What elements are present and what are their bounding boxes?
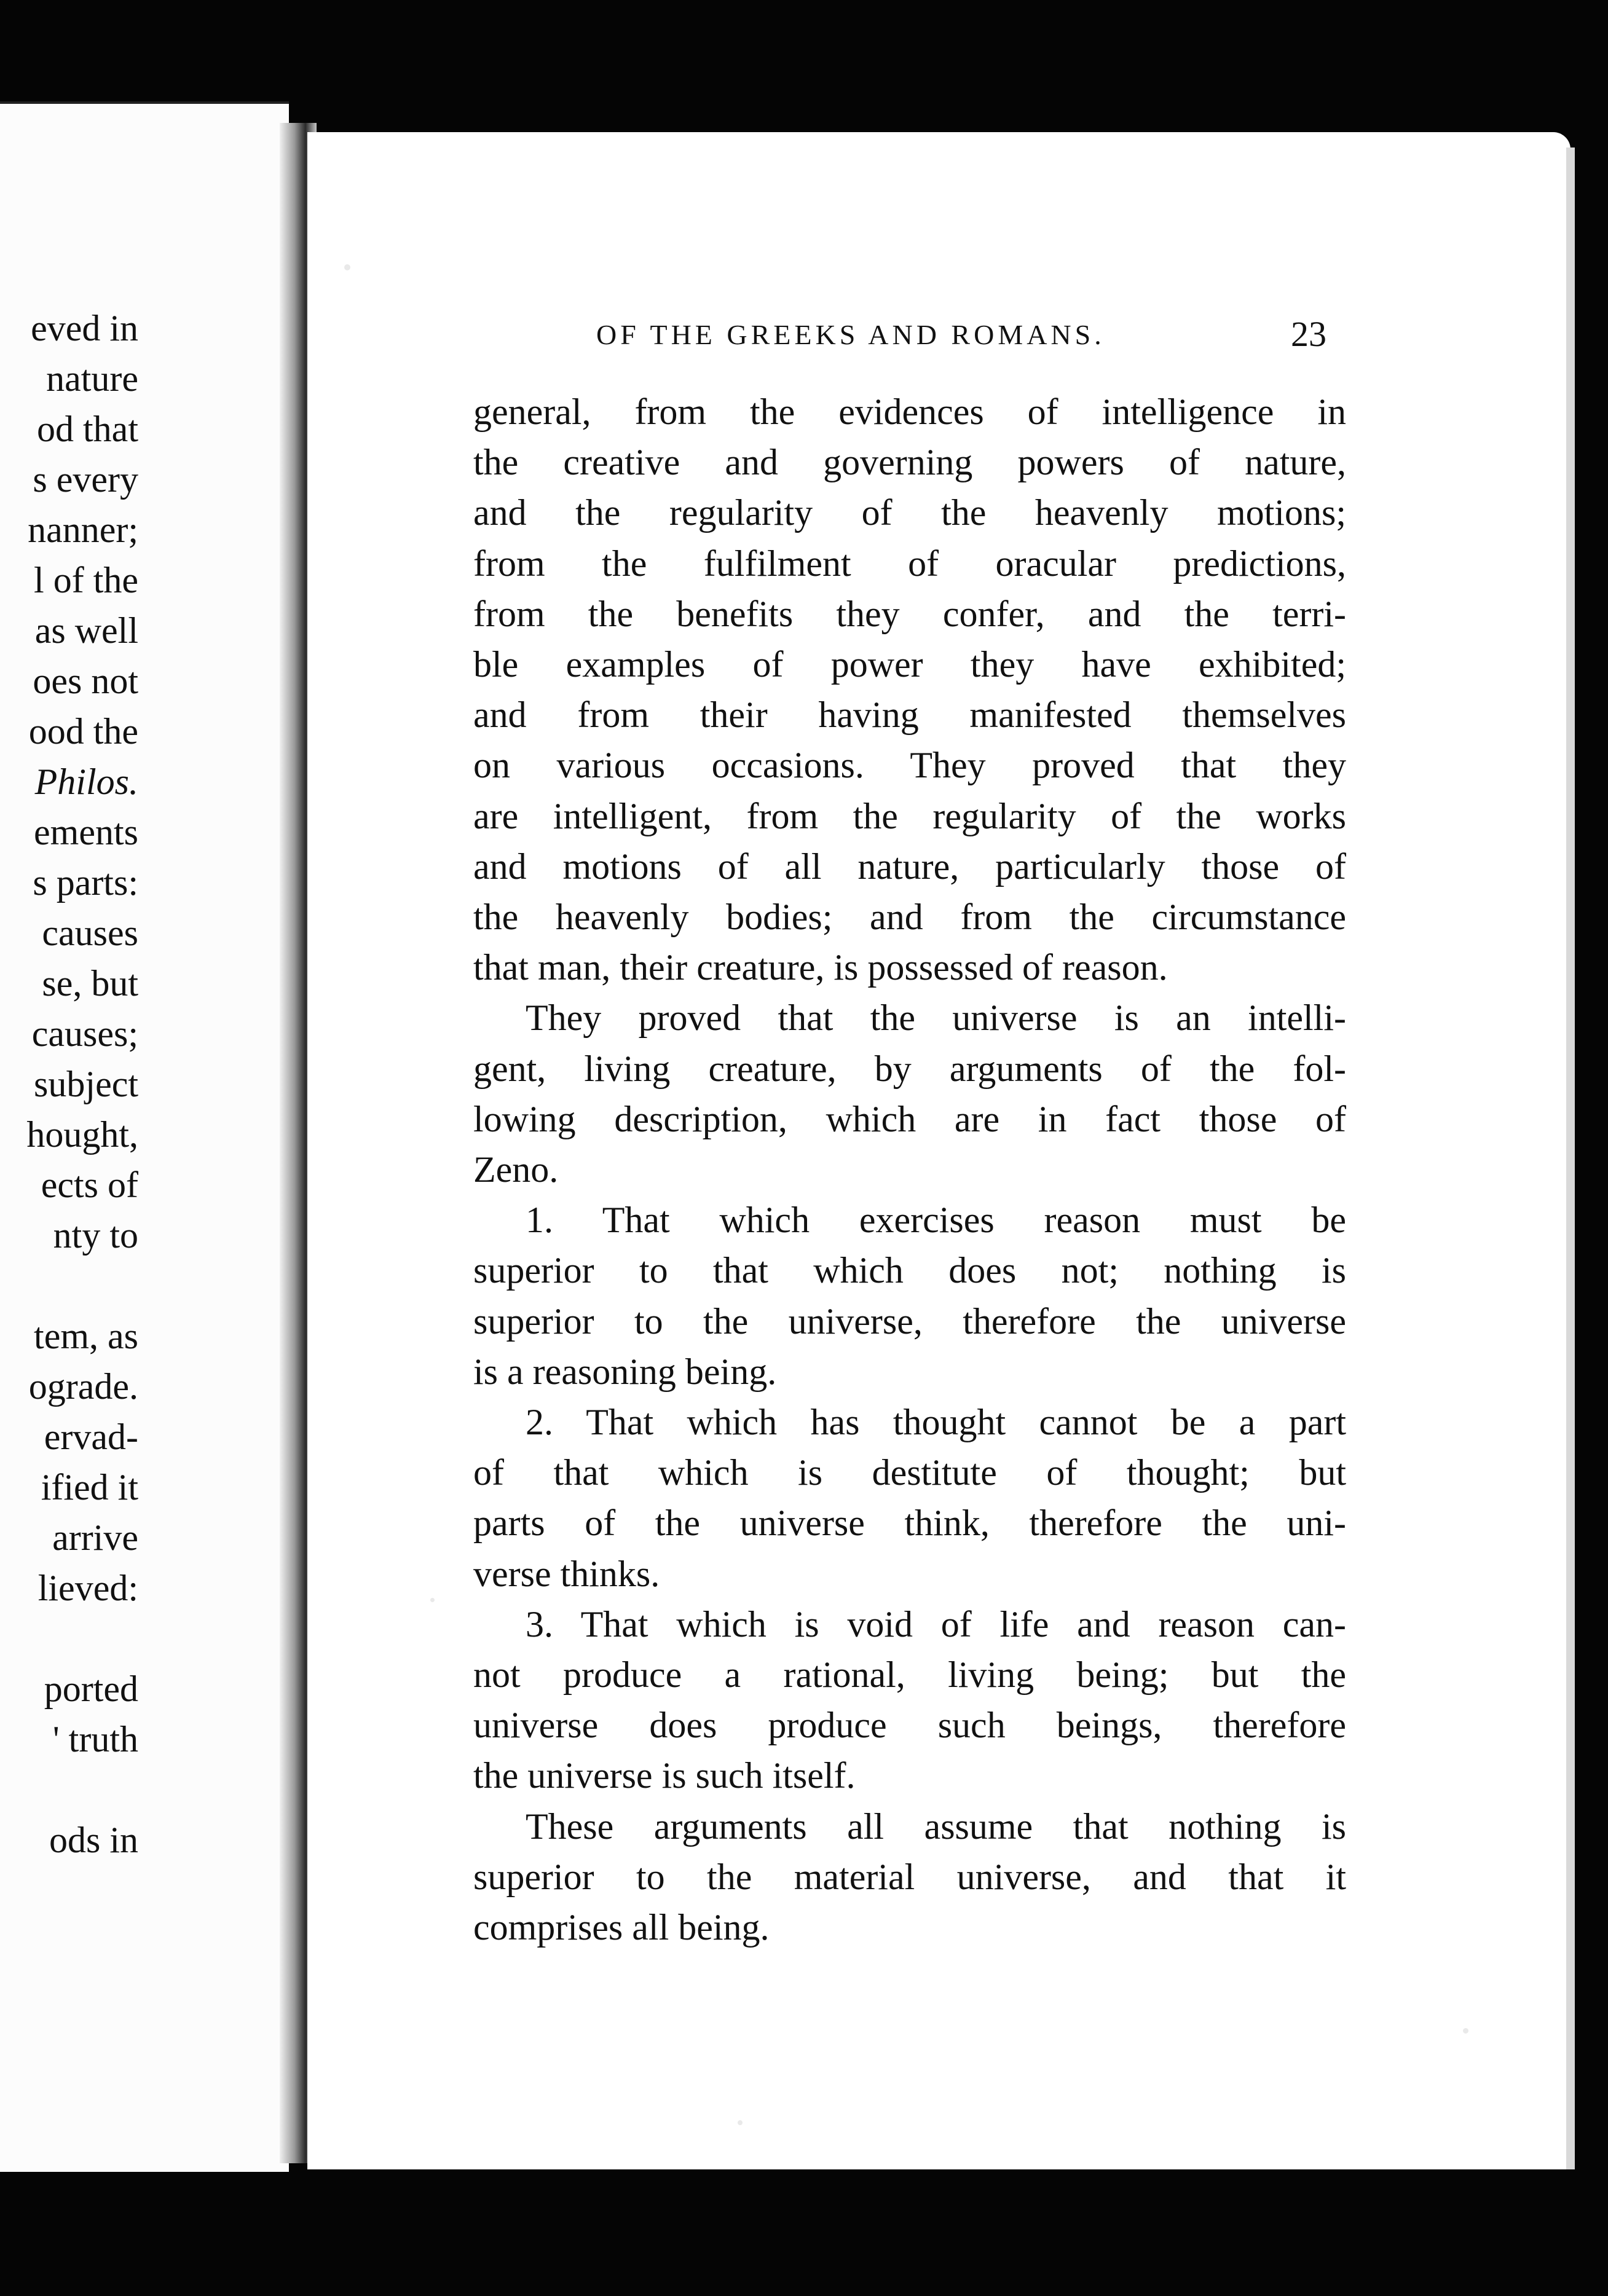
facing-page-line: ported	[44, 1669, 138, 1709]
page-header	[596, 313, 1334, 356]
text-line: superior to the material universe, and that it	[473, 1857, 1346, 1897]
facing-page-line: Philos.	[34, 761, 138, 802]
text-line: 3. That which is void of life and reason can-	[526, 1604, 1346, 1645]
text-line: that man, their creature, is possessed of reason.	[473, 947, 1168, 988]
text-line: and the regularity of the heavenly motions;	[473, 492, 1346, 533]
page-edge	[1566, 147, 1575, 2169]
text-line: is a reasoning being.	[473, 1351, 777, 1392]
facing-page-line: se, but	[42, 963, 138, 1004]
facing-page-line: s every	[33, 459, 138, 500]
text-line: universe does produce such beings, therefore	[473, 1705, 1346, 1745]
facing-page-line: ified it	[41, 1467, 138, 1508]
text-line: from the benefits they confer, and the terri-	[473, 594, 1346, 634]
text-line: verse thinks.	[473, 1554, 660, 1594]
paper-speck	[1463, 2028, 1468, 2034]
facing-page-line: as well	[34, 610, 138, 651]
text-line: 1. That which exercises reason must be	[526, 1200, 1346, 1240]
text-line: gent, living creature, by arguments of the fol-	[473, 1048, 1346, 1089]
text-line: general, from the evidences of intelligence in	[473, 391, 1346, 432]
facing-page-line: od that	[37, 409, 138, 449]
facing-page-line: ood the	[28, 711, 138, 752]
text-line: the universe is such itself.	[473, 1755, 856, 1796]
text-line: and from their having manifested themselves	[473, 694, 1346, 735]
text-line: and motions of all nature, particularly those of	[473, 846, 1346, 887]
facing-page-line: ograde.	[28, 1366, 138, 1407]
facing-page-line: ects of	[41, 1165, 138, 1205]
text-line: the creative and governing powers of nature,	[473, 442, 1346, 482]
paper-speck	[344, 264, 350, 270]
text-line: Zeno.	[473, 1149, 559, 1190]
running-head: OF THE GREEKS AND ROMANS.	[596, 319, 1105, 350]
facing-page-line: hought,	[26, 1114, 138, 1155]
text-line: comprises all being.	[473, 1907, 770, 1948]
text-line: not produce a rational, living being; but the	[473, 1654, 1346, 1695]
text-line: These arguments all assume that nothing is	[526, 1806, 1346, 1847]
text-line: ble examples of power they have exhibited;	[473, 644, 1346, 685]
facing-page-left	[0, 101, 289, 2172]
text-line: They proved that the universe is an intelli-	[526, 997, 1346, 1038]
text-line: parts of the universe think, therefore the uni-	[473, 1503, 1346, 1543]
facing-page-line: nty to	[53, 1215, 138, 1256]
facing-page-line: causes	[42, 913, 138, 953]
facing-page-line: nanner;	[28, 509, 138, 550]
facing-page-line: oes not	[33, 661, 138, 701]
facing-page-line: ' truth	[52, 1719, 138, 1759]
facing-page-line: ods in	[49, 1820, 138, 1860]
facing-page-line: ervad-	[44, 1417, 138, 1457]
facing-page-line: nature	[46, 358, 138, 399]
facing-page-line: tem, as	[34, 1316, 138, 1356]
facing-page-line: lieved:	[37, 1568, 138, 1608]
text-line: superior to that which does not; nothing is	[473, 1250, 1346, 1291]
page-number: 23	[1291, 314, 1326, 354]
text-line: are intelligent, from the regularity of the works	[473, 796, 1346, 836]
text-line: on various occasions. They proved that they	[473, 745, 1346, 785]
facing-page-line: s parts:	[33, 862, 138, 903]
facing-page-line: subject	[34, 1064, 138, 1104]
facing-page-line: ements	[34, 812, 138, 852]
text-line: superior to the universe, therefore the universe	[473, 1301, 1346, 1342]
facing-page-line: causes;	[31, 1013, 138, 1054]
paper-speck	[430, 1598, 435, 1602]
text-line: the heavenly bodies; and from the circumstance	[473, 897, 1346, 937]
text-line: from the fulfilment of oracular predictions,	[473, 543, 1346, 584]
facing-page-line: arrive	[52, 1517, 138, 1558]
paper-speck	[738, 2120, 743, 2125]
text-line: lowing description, which are in fact those of	[473, 1099, 1346, 1139]
text-line: of that which is destitute of thought; but	[473, 1452, 1346, 1493]
facing-page-line: l of the	[34, 560, 138, 600]
text-line: 2. That which has thought cannot be a part	[526, 1402, 1346, 1442]
facing-page-line: eved in	[31, 308, 138, 348]
